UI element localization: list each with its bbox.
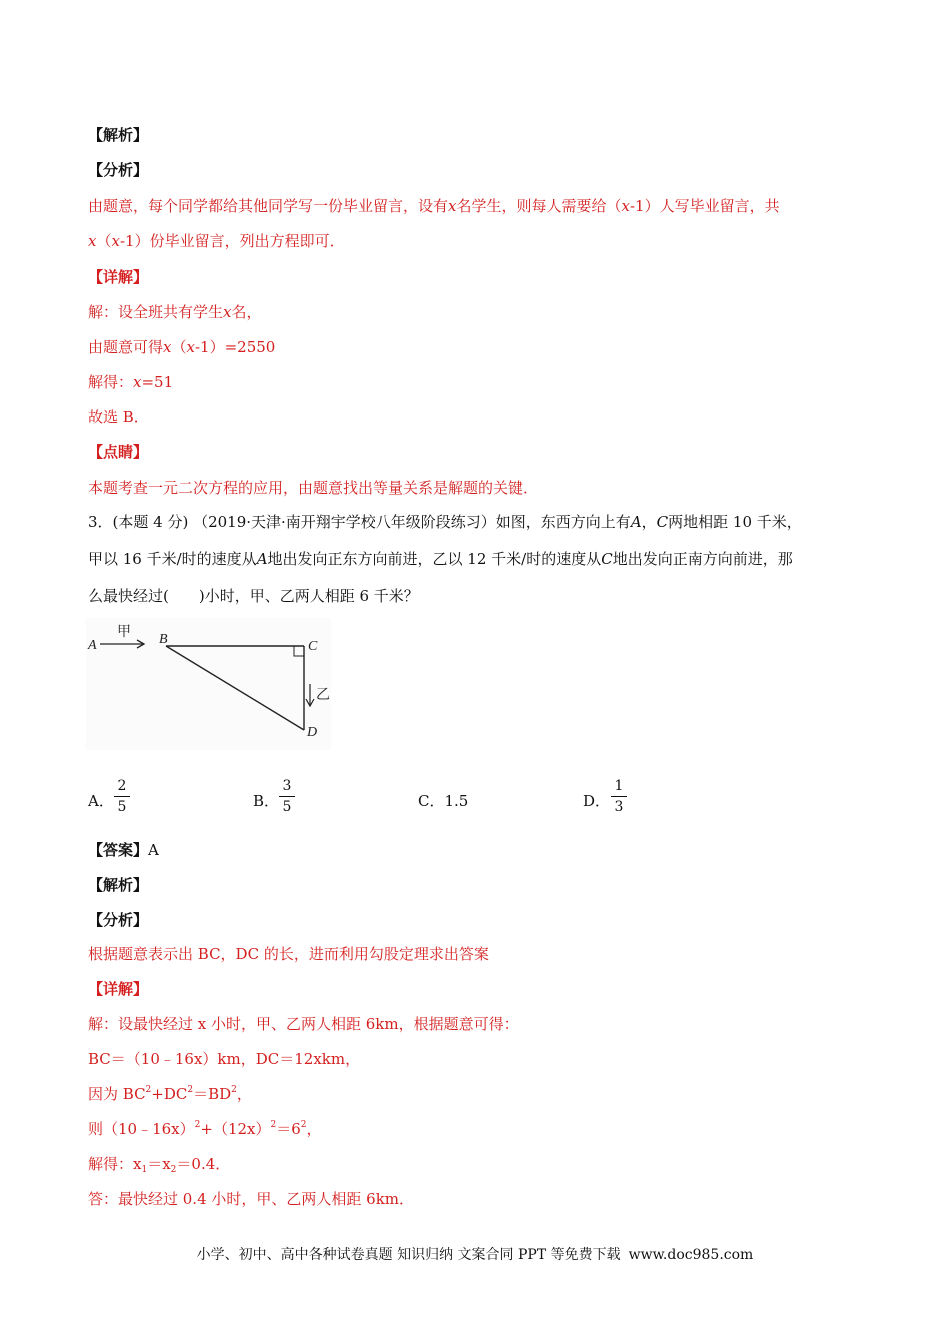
label-jia: 甲 (117, 624, 131, 640)
solution-line-5: 解得：$x_1=x_2=0.4$． (88, 1155, 231, 1175)
option-b-fraction: 3 5 (279, 777, 295, 816)
dianjing-heading: 【点睛】 (88, 443, 149, 461)
xiangjie-heading-2: 【详解】 (88, 980, 149, 998)
detail-line-1: 解：设全班共有学生x名， (88, 303, 262, 321)
question-3-line-2: 甲以 16 千米/时的速度从A地出发向正东方向前进，乙以 12 千米/时的速度从C地出发向正南方向前进，那 (88, 550, 793, 568)
solution-line-6: 答：最快经过 0.4 小时，甲、乙两人相距 6km． (88, 1190, 415, 1208)
dianjing-text: 本题考查一元二次方程的应用，由题意找出等量关系是解题的关键． (88, 479, 539, 497)
fenxi-heading-2: 【分析】 (88, 911, 149, 929)
answer-line: 【答案】A (88, 841, 159, 859)
solution-line-3: 因为 $BC^2+DC^2=BD^2$， (88, 1085, 252, 1103)
solution-line-1: 解：设最快经过 x 小时，甲、乙两人相距 6km，根据题意可得： (88, 1015, 519, 1033)
solution-line-2: BC＝（10﹣16x）km，DC＝12xkm， (88, 1050, 361, 1068)
option-c: C．1.5 (418, 792, 469, 810)
question-3-line-1: 3．(本题 4 分) （2019·天津·南开翔宇学校八年级阶段练习）如图，东西方向上有A，C两地相距 10 千米， (88, 513, 802, 531)
option-a-label: A． (88, 792, 114, 810)
fenxi-text-line-2: x（x-1）份毕业留言，列出方程即可． (88, 232, 345, 250)
option-b-label: B． (253, 792, 280, 810)
jiexi-heading-1: 【解析】 (88, 126, 149, 144)
question-3-line-3: 么最快经过( )小时，甲、乙两人相距 6 千米？ (88, 587, 419, 605)
option-a-fraction: 2 5 (114, 777, 130, 816)
geometry-figure (86, 618, 331, 750)
footer-url[interactable]: www.doc985.com (628, 1247, 754, 1263)
label-b: B (159, 632, 168, 647)
fenxi-text-2: 根据题意表示出 BC，DC 的长，进而利用勾股定理求出答案 (88, 945, 489, 963)
fenxi-text-line-1: 由题意，每个同学都给其他同学写一份毕业留言，设有x名学生，则每人需要给（x-1）人写毕业留言，共 (88, 197, 780, 215)
detail-line-4: 故选 B． (88, 408, 149, 426)
label-c: C (308, 639, 318, 654)
label-yi: 乙 (316, 687, 330, 703)
page-footer (0, 1244, 950, 1264)
detail-line-2: 由题意可得x（x-1）=2550 (88, 338, 276, 356)
detail-line-3: 解得：x=51 (88, 373, 174, 391)
option-d-label: D． (583, 792, 611, 810)
xiangjie-heading-1: 【详解】 (88, 268, 149, 286)
solution-line-4: 则$(10﹣16x)^2+(12x)^2=6^2$， (88, 1120, 322, 1138)
label-d: D (307, 725, 318, 740)
fenxi-heading-1: 【分析】 (88, 161, 149, 179)
label-a: A (88, 638, 97, 653)
option-d-fraction: 1 3 (611, 777, 627, 816)
jiexi-heading-2: 【解析】 (88, 876, 149, 894)
footer-text: 小学、初中、高中各种试卷真题 知识归纳 文案合同 PPT 等免费下载 (196, 1247, 621, 1263)
